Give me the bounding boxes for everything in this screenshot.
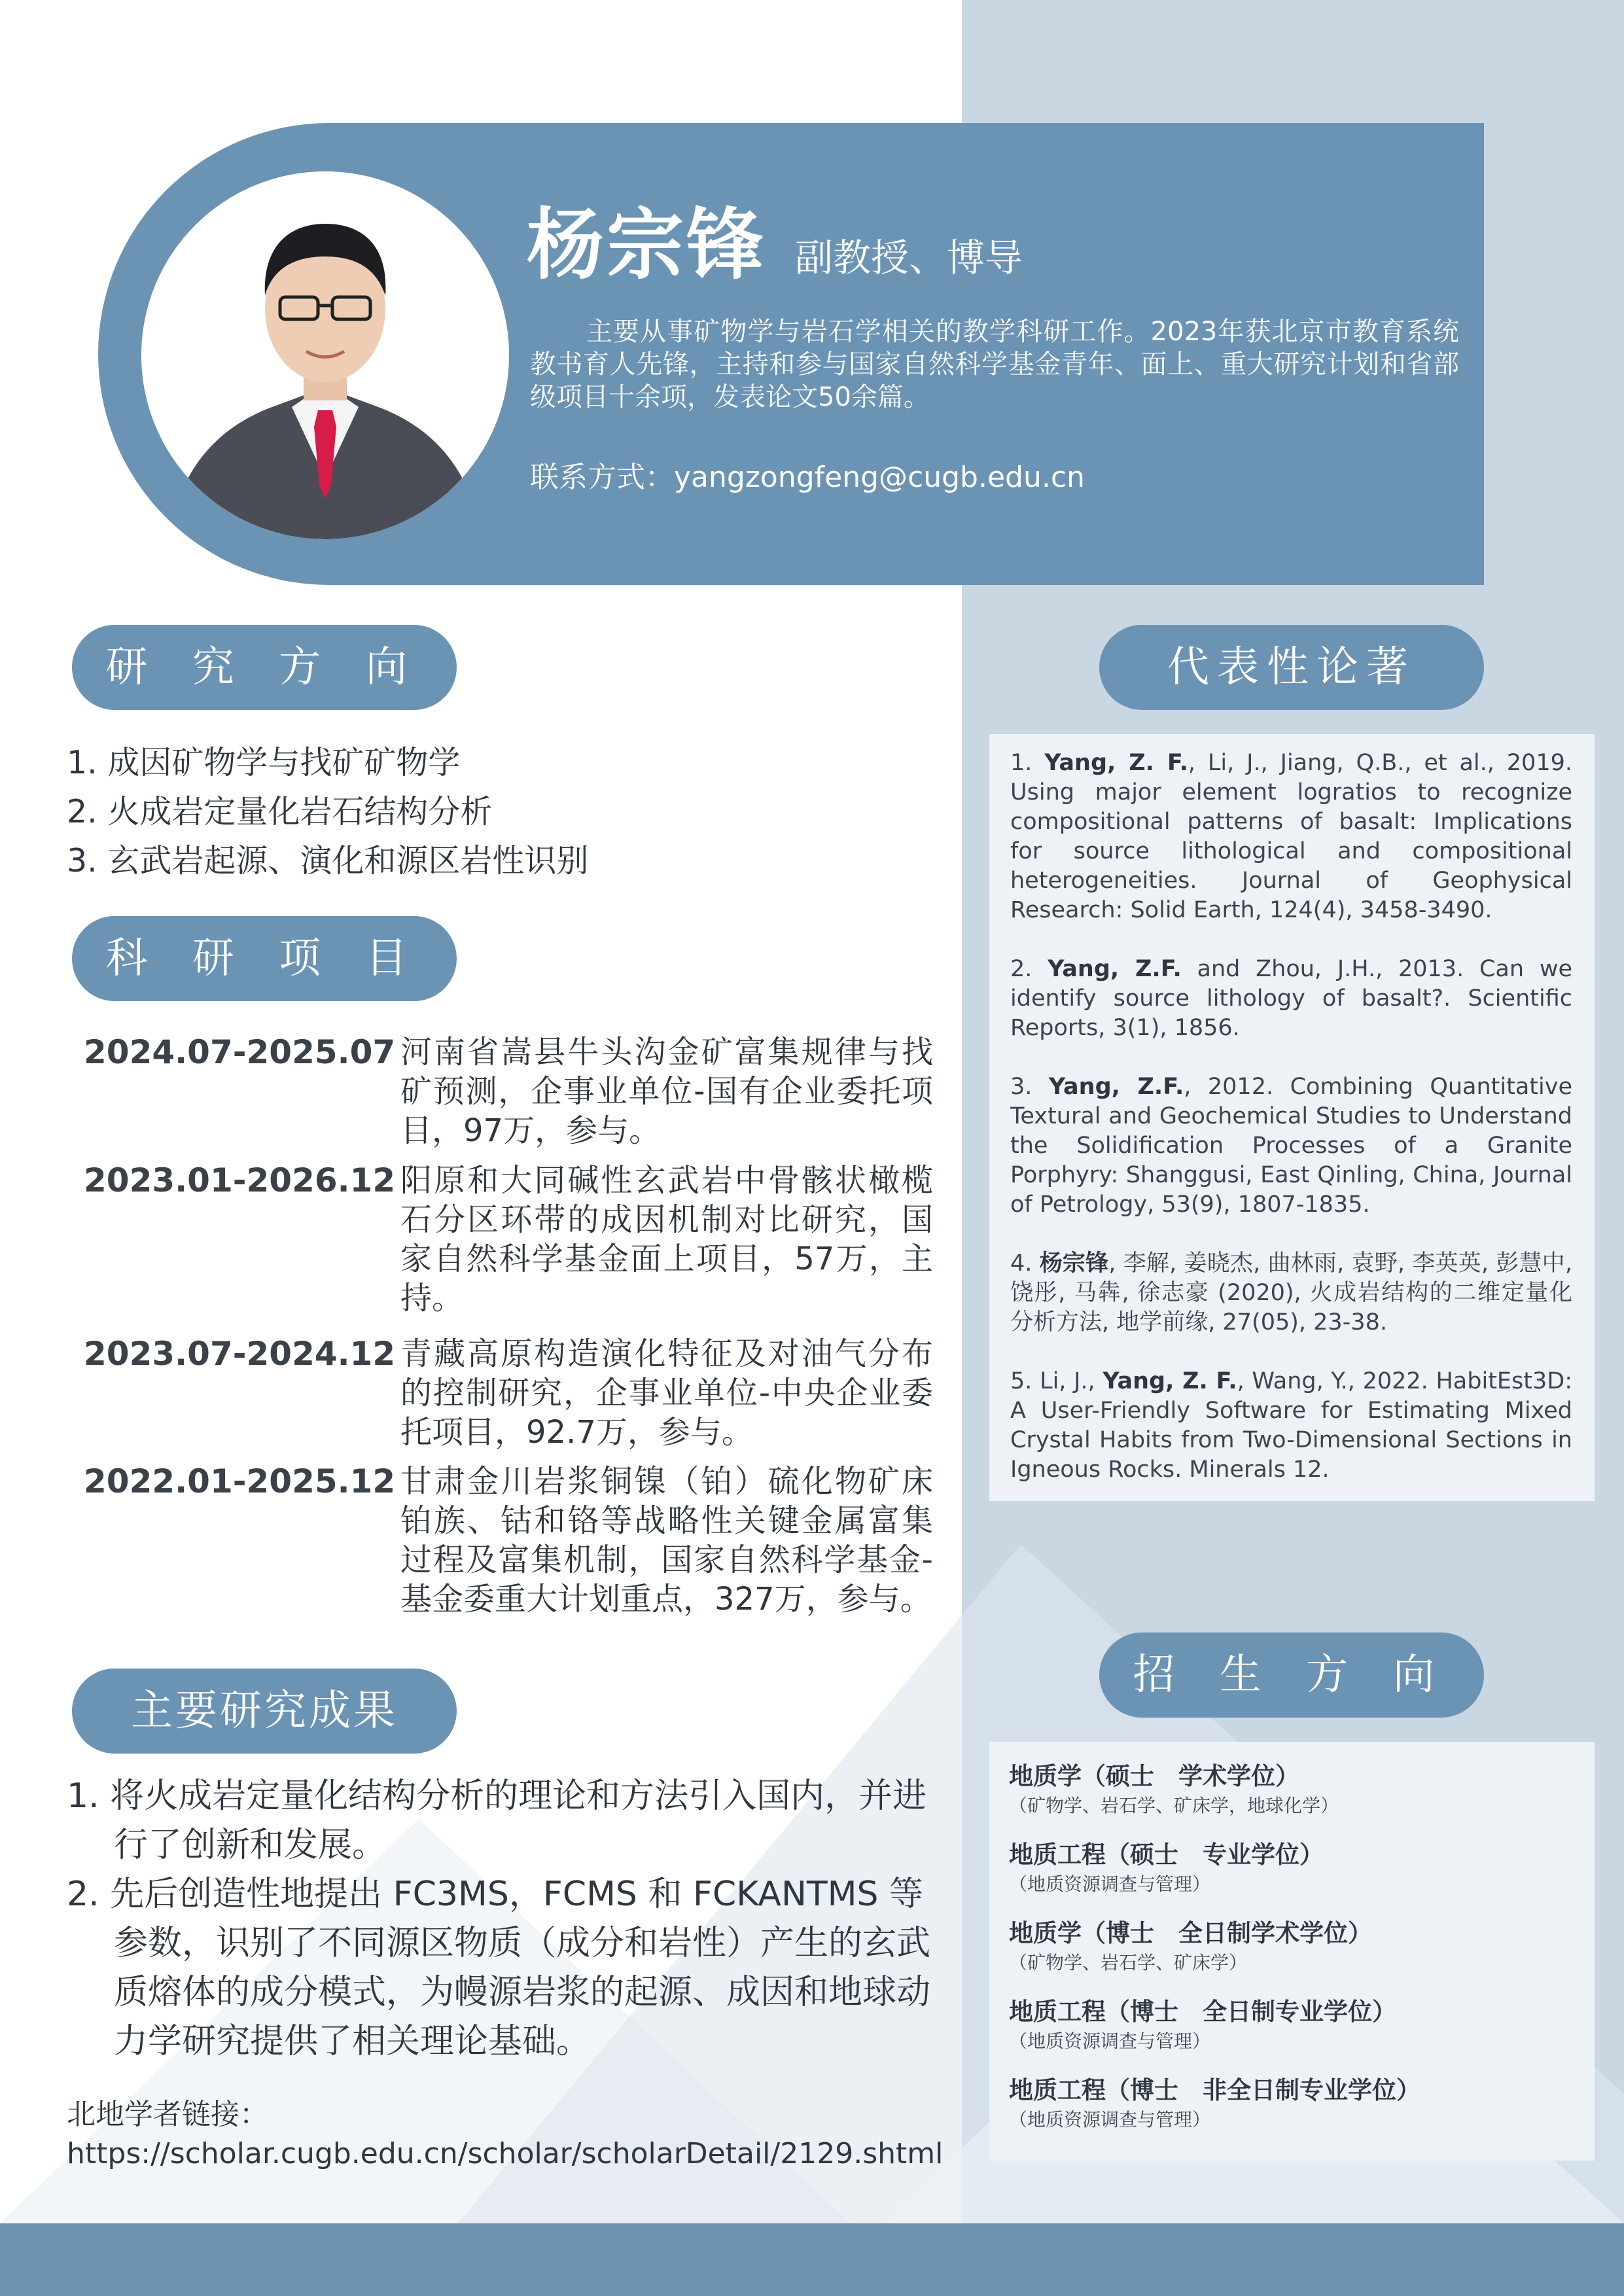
paper-entry: 1. Yang, Z. F., Li, J., Jiang, Q.B., et al., 2019. Using major element logratios to recognize compositional patterns of basalt: Implications for source lithological and compositional heterogeneities. Journal of Geophysical Research: Solid Earth, 124(4), 3458-3490.	[1010, 750, 1572, 923]
project-description: 甘肃金川岩浆铜镍（铂）硫化物矿床铂族、钴和铬等战略性关键金属富集过程及富集机制，国家自然科学基金-基金委重大计划重点，327万，参与。	[400, 1463, 933, 1617]
contact-email-link[interactable]: yangzongfeng@cugb.edu.cn	[674, 461, 1085, 494]
project-date: 2023.07-2024.12	[84, 1335, 396, 1373]
enrollment-program: 地质工程（博士 非全日制专业学位）	[1009, 2076, 1421, 2104]
list-item: 1. 成因矿物学与找矿矿物学	[67, 744, 461, 781]
enrollment-majors: （地质资源调查与管理）	[1009, 1873, 1211, 1895]
list-item: 1. 将火成岩定量化结构分析的理论和方法引入国内，并进行了创新和发展。	[67, 1776, 927, 1865]
enrollment-majors: （矿物学、岩石学、矿床学）	[1009, 1952, 1248, 1973]
contact-line	[530, 463, 1085, 492]
enrollment-majors: （矿物学、岩石学、矿床学，地球化学）	[1009, 1795, 1339, 1816]
papers-box	[989, 734, 1595, 1501]
list-item: 3. 玄武岩起源、演化和源区岩性识别	[67, 842, 589, 879]
section-heading-achievements: 主要研究成果	[72, 1669, 457, 1754]
paper-entry: 3. Yang, Z.F., 2012. Combining Quantitative Textural and Geochemical Studies to Understand the Solidification Processes of a Granite Porphyry: Shanggusi, East Qinling, China, Journal of Petrology, 53(9), 1807-1835.	[1010, 1074, 1572, 1218]
project-date: 2023.01-2026.12	[84, 1161, 396, 1199]
enrollment-box	[989, 1742, 1595, 2161]
scholar-link-label: 北地学者链接：	[67, 2098, 268, 2131]
project-description: 阳原和大同碱性玄武岩中骨骸状橄榄石分区环带的成因机制对比研究，国家自然科学基金面上项目，57万，主持。	[400, 1162, 933, 1316]
enrollment-item	[1009, 1917, 1575, 1996]
achievement-list	[67, 1772, 937, 2066]
enrollment-program: 地质工程（硕士 专业学位）	[1009, 1841, 1324, 1869]
person-title: 副教授、博导	[795, 236, 1023, 280]
contact-label: 联系方式：	[530, 461, 674, 494]
enrollment-program: 地质学（硕士 学术学位）	[1009, 1762, 1299, 1790]
section-heading-enrollment: 招 生 方 向	[1099, 1633, 1484, 1718]
enrollment-item	[1009, 1839, 1575, 1917]
bottom-bar	[0, 2223, 1624, 2296]
paper-entry: 2. Yang, Z.F. and Zhou, J.H., 2013. Can we identify source lithology of basalt?. Scientific Reports, 3(1), 1856.	[1010, 956, 1572, 1041]
project-date: 2022.01-2025.12	[84, 1462, 396, 1500]
scholar-link[interactable]: https://scholar.cugb.edu.cn/scholar/scholarDetail/2129.shtml	[67, 2137, 944, 2170]
section-heading-research-direction: 研 究 方 向	[72, 625, 457, 710]
enrollment-majors: （地质资源调查与管理）	[1009, 2030, 1211, 2052]
paper-entry: 4. 杨宗锋, 李解, 姜晓杰, 曲林雨, 袁野, 李英英, 彭慧中, 饶彤, 马犇, 徐志豪 (2020), 火成岩结构的二维定量化分析方法, 地学前缘, 27(05), 23-38.	[1010, 1250, 1572, 1335]
portrait-photo	[141, 171, 509, 539]
project-description: 河南省嵩县牛头沟金矿富集规律与找矿预测，企事业单位-国有企业委托项目，97万，参与。	[400, 1034, 933, 1149]
intro-paragraph: 主要从事矿物学与岩石学相关的教学科研工作。2023年获北京市教育系统教书育人先锋，主持和参与国家自然科学基金青年、面上、重大研究计划和省部级项目十余项，发表论文50余篇。	[530, 317, 1459, 412]
list-item: 2. 火成岩定量化岩石结构分析	[67, 793, 493, 830]
project-date: 2024.07-2025.07	[84, 1033, 396, 1071]
section-heading-papers: 代表性论著	[1099, 625, 1484, 710]
enrollment-item	[1009, 1760, 1575, 1839]
section-heading-projects: 科 研 项 目	[72, 916, 457, 1001]
project-description: 青藏高原构造演化特征及对油气分布的控制研究，企事业单位-中央企业委托项目，92.7万，参与。	[400, 1335, 933, 1451]
enrollment-program: 地质工程（博士 全日制专业学位）	[1009, 1998, 1396, 2026]
portrait-illustration	[141, 171, 509, 539]
paper-entry: 5. Li, J., Yang, Z. F., Wang, Y., 2022. HabitEst3D: A User-Friendly Software for Estimating Mixed Crystal Habits from Two-Dimensional Sections in Igneous Rocks. Minerals 12.	[1010, 1368, 1572, 1483]
enrollment-program: 地质学（博士 全日制学术学位）	[1009, 1919, 1372, 1947]
enrollment-majors: （地质资源调查与管理）	[1009, 2109, 1211, 2130]
enrollment-item	[1009, 1996, 1575, 2074]
person-name: 杨宗锋	[527, 200, 767, 290]
research-direction-list	[67, 738, 917, 885]
list-item: 2. 先后创造性地提出 FC3MS，FCMS 和 FCKANTMS 等参数，识别了不同源区物质（成分和岩性）产生的玄武质熔体的成分模式，为幔源岩浆的起源、成因和地球动力学研究提供了相关理论基础。	[67, 1875, 931, 2061]
enrollment-item	[1009, 2074, 1575, 2153]
